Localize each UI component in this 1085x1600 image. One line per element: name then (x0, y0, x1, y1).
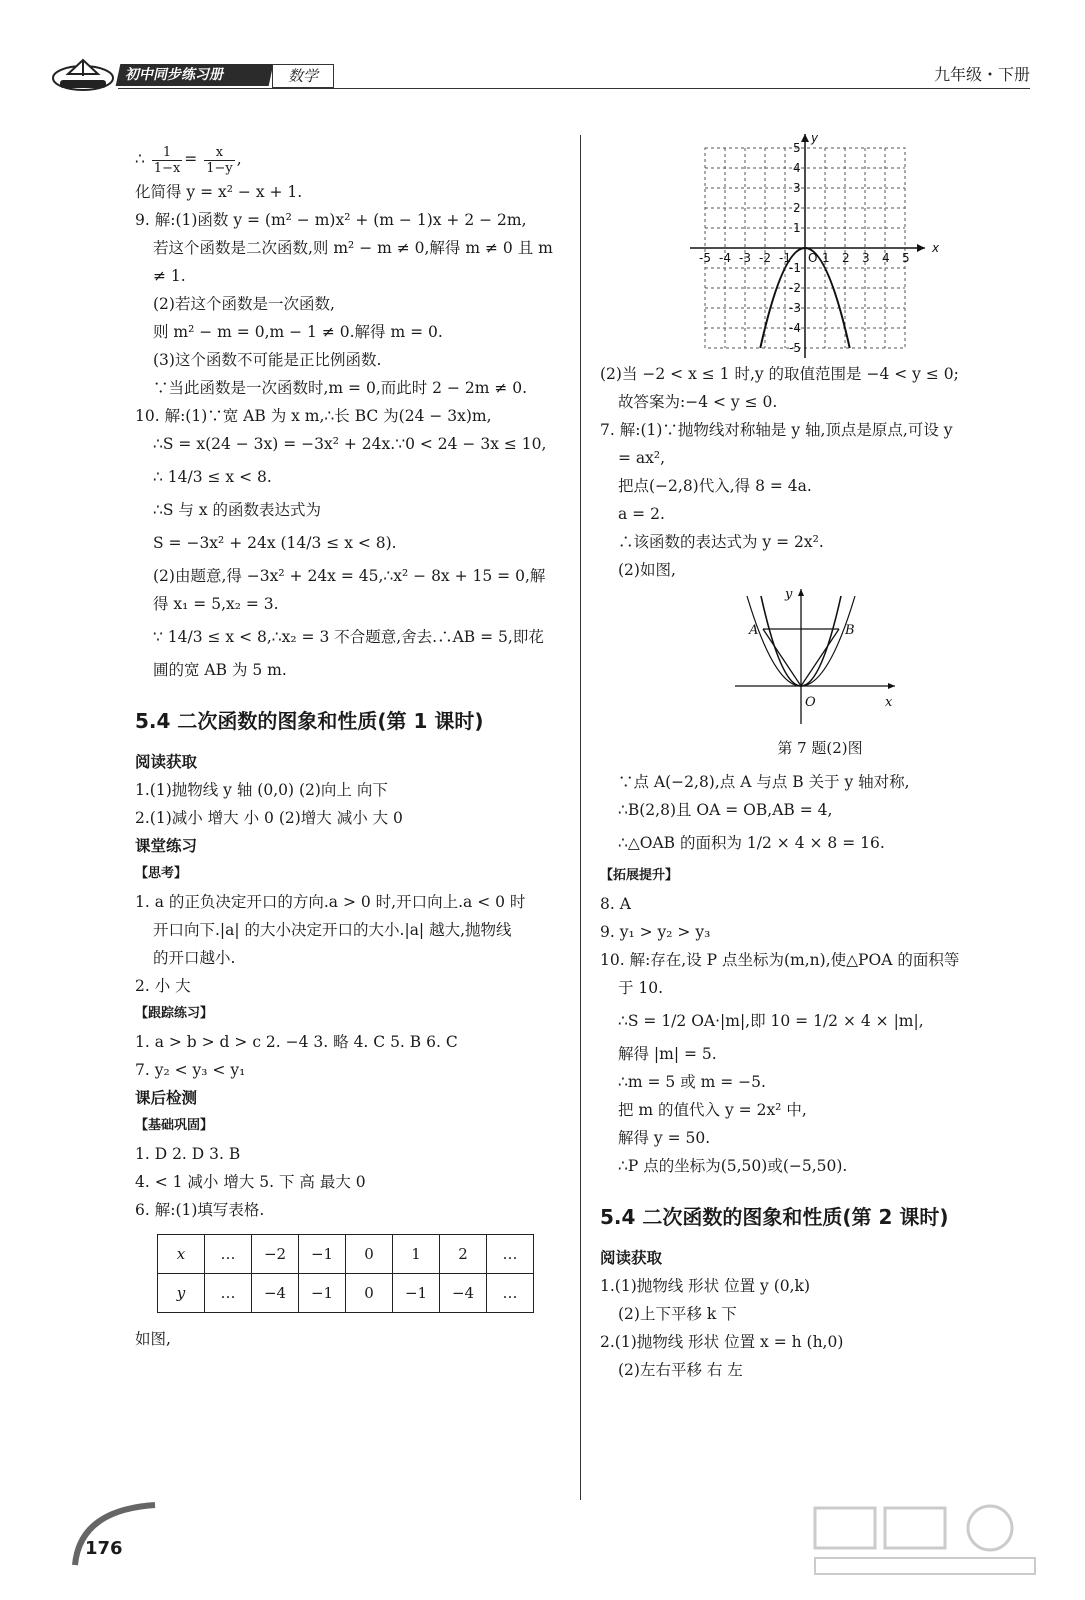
q9-line: (2)若这个函数是一次函数, (153, 295, 335, 313)
q9-line: (3)这个函数不可能是正比例函数. (153, 351, 382, 369)
q7-line: a = 2. (618, 505, 665, 523)
q6b-line: 故答案为:−4 < y ≤ 0. (618, 393, 778, 411)
y-axis-label: y (811, 131, 819, 145)
series-brand: 初中同步练习册 (116, 64, 274, 86)
q10-line: 圃的宽 AB 为 5 m. (153, 661, 287, 679)
x-tick-label: 5 (902, 251, 910, 265)
table-cell: 2 (440, 1235, 487, 1274)
track-tag: 【跟踪练习】 (135, 1006, 214, 1021)
x-axis-label: x (932, 241, 940, 255)
think-answer: 的开口越小. (153, 949, 236, 967)
q9-line: 则 m² − m = 0,m − 1 ≠ 0.解得 m = 0. (153, 323, 443, 341)
q9-line: 若这个函数是二次函数,则 m² − m ≠ 0,解得 m ≠ 0 且 m (153, 239, 553, 257)
x-tick-label: 2 (842, 251, 850, 265)
ext-line: 9. y₁ > y₂ > y₃ (600, 923, 711, 941)
think-answer: 2. 小 大 (135, 977, 191, 995)
think-tag: 【思考】 (135, 866, 188, 881)
q10-line: ∴ 14/3 ≤ x < 8. (153, 468, 272, 486)
after-class-heading: 课后检测 (135, 1089, 198, 1107)
table-cell: −1 (299, 1235, 346, 1274)
segment-ob (801, 629, 839, 686)
table-cell: 1 (393, 1235, 440, 1274)
ext-line: 解得 |m| = 5. (618, 1045, 717, 1063)
triangle-oab-graph (725, 584, 905, 734)
page-header (0, 0, 1085, 100)
q7b-line: ∴△OAB 的面积为 1/2 × 4 × 8 = 16. (618, 834, 885, 852)
section-title: 5.4 二次函数的图象和性质(第 1 课时) (135, 709, 484, 733)
x-axis-label: x (885, 695, 893, 710)
x-tick-label: -1 (779, 251, 791, 265)
reading-answer: 2.(1)减小 增大 小 0 (2)增大 减小 大 0 (135, 809, 403, 827)
q10-line: (2)由题意,得 −3x² + 24x = 45,∴x² − 8x + 15 = 0,解 (153, 567, 546, 585)
y-tick-label: -4 (789, 321, 801, 335)
table-cell: −4 (252, 1274, 299, 1313)
reading-answer: (2)左右平移 右 左 (618, 1361, 743, 1379)
ext-line: 把 m 的值代入 y = 2x² 中, (618, 1101, 807, 1119)
reading-answer: 2.(1)抛物线 形状 位置 x = h (h,0) (600, 1333, 844, 1351)
y-tick-label: 4 (793, 161, 801, 175)
ext-line: 于 10. (618, 979, 664, 997)
origin-label: O (808, 251, 818, 265)
q7-line: 7. 解:(1)∵抛物线对称轴是 y 轴,顶点是原点,可设 y (600, 421, 953, 439)
point-a-label: A (749, 623, 759, 638)
q6b-line: (2)当 −2 < x ≤ 1 时,y 的取值范围是 −4 < y ≤ 0; (600, 365, 959, 383)
x-tick-label: -3 (739, 251, 751, 265)
reading-heading: 阅读获取 (600, 1249, 663, 1267)
q7b-line: ∵点 A(−2,8),点 A 与点 B 关于 y 轴对称, (618, 773, 910, 791)
table-cell: y (158, 1274, 205, 1313)
grade-label: 九年级・下册 (933, 65, 1030, 84)
ext-line: ∴P 点的坐标为(5,50)或(−5,50). (618, 1157, 848, 1175)
value-table (157, 1234, 534, 1313)
ratio-equation: ∴ $\frac{1}{1-x}$ = $\frac{x}{1-y}$ , (135, 144, 242, 176)
y-tick-label: 3 (793, 181, 801, 195)
table-cell: −2 (252, 1235, 299, 1274)
q7-line: (2)如图, (618, 561, 676, 579)
book-logo-icon (48, 48, 118, 92)
table-cell: … (205, 1274, 252, 1313)
x-tick-label: 1 (822, 251, 830, 265)
extension-tag: 【拓展提升】 (600, 868, 679, 883)
q7b-line: ∴B(2,8)且 OA = OB,AB = 4, (618, 801, 833, 819)
q7-line: = ax², (618, 449, 666, 467)
y-tick-label: 2 (793, 201, 801, 215)
ext-line: ∴m = 5 或 m = −5. (618, 1073, 766, 1091)
think-answer: 1. a 的正负决定开口的方向.a > 0 时,开口向上.a < 0 时 (135, 893, 526, 911)
basic-answer: 6. 解:(1)填写表格. (135, 1201, 265, 1219)
table-cell: 0 (346, 1235, 393, 1274)
y-tick-label: -2 (789, 281, 801, 295)
left-column (135, 140, 565, 1353)
x-tick-label: 3 (862, 251, 870, 265)
class-practice-heading: 课堂练习 (135, 837, 198, 855)
table-row (158, 1274, 534, 1313)
y-tick-label: -3 (789, 301, 801, 315)
track-answer: 7. y₂ < y₃ < y₁ (135, 1061, 246, 1079)
think-answer: 开口向下.|a| 的大小决定开口的大小.|a| 越大,抛物线 (153, 921, 512, 939)
right-column (600, 131, 1040, 1384)
q7-line: 把点(−2,8)代入,得 8 = 4a. (618, 477, 812, 495)
table-cell: … (487, 1274, 534, 1313)
reading-heading: 阅读获取 (135, 753, 198, 771)
page-corner-arc-icon (70, 1500, 160, 1570)
y-tick-label: 5 (793, 141, 801, 155)
q10-line: ∴S 与 x 的函数表达式为 (153, 501, 322, 519)
table-cell: −1 (299, 1274, 346, 1313)
table-row (158, 1235, 534, 1274)
fraction: $\frac{1}{1-x}$ (153, 144, 181, 176)
x-tick-label: -2 (759, 251, 771, 265)
figure-caption: 第 7 题(2)图 (777, 739, 863, 757)
table-cell: … (487, 1235, 534, 1274)
page-number: 176 (85, 1538, 123, 1559)
watermark-icon (805, 1500, 1045, 1580)
y-tick-label: -1 (789, 261, 801, 275)
q7-line: ∴该函数的表达式为 y = 2x². (618, 533, 824, 551)
q10-line: ∵ 14/3 ≤ x < 8,∴x₂ = 3 不合题意,舍去.∴AB = 5,即花 (153, 628, 544, 646)
x-tick-label: 4 (882, 251, 890, 265)
table-cell: −1 (393, 1274, 440, 1313)
reading-answer: 1.(1)抛物线 y 轴 (0,0) (2)向上 向下 (135, 781, 388, 799)
q10-line: ∴S = x(24 − 3x) = −3x² + 24x.∵0 < 24 − 3x ≤ 10, (153, 435, 547, 453)
q10-line: 得 x₁ = 5,x₂ = 3. (153, 595, 279, 613)
point-b-label: B (845, 623, 855, 638)
fraction: $\frac{x}{1-y}$ (206, 144, 233, 176)
q10-line: S = −3x² + 24x (14/3 ≤ x < 8). (153, 534, 397, 552)
y-tick-label: -5 (789, 341, 801, 355)
x-tick-label: -4 (719, 251, 731, 265)
ext-line: 解得 y = 50. (618, 1129, 711, 1147)
q9-line: ≠ 1. (153, 267, 186, 285)
section-title: 5.4 二次函数的图象和性质(第 2 课时) (600, 1205, 949, 1229)
track-answer: 1. a > b > d > c 2. −4 3. 略 4. C 5. B 6. C (135, 1033, 458, 1051)
basic-answer: 4. < 1 减小 增大 5. 下 高 最大 0 (135, 1173, 366, 1191)
ext-line: 8. A (600, 895, 631, 913)
y-axis-label: y (785, 587, 793, 602)
subject-label: 数学 (272, 64, 334, 88)
ext-line: 10. 解:存在,设 P 点坐标为(m,n),使△POA 的面积等 (600, 951, 960, 969)
header-rule (118, 88, 1030, 89)
reading-answer: (2)上下平移 k 下 (618, 1305, 737, 1323)
origin-label: O (805, 695, 816, 710)
as-figure-line: 如图, (135, 1330, 171, 1348)
y-tick-label: 1 (793, 221, 801, 235)
x-tick-label: -5 (699, 251, 711, 265)
q10-line: 10. 解:(1)∵宽 AB 为 x m,∴长 BC 为(24 − 3x)m, (135, 407, 492, 425)
basic-answer: 1. D 2. D 3. B (135, 1145, 241, 1163)
simplify-line: 化简得 y = x² − x + 1. (135, 183, 303, 201)
q9-line: 9. 解:(1)函数 y = (m² − m)x² + (m − 1)x + 2 − 2m, (135, 211, 527, 229)
basic-tag: 【基础巩固】 (135, 1118, 214, 1133)
table-cell: … (205, 1235, 252, 1274)
reading-answer: 1.(1)抛物线 形状 位置 y (0,k) (600, 1277, 810, 1295)
table-cell: −4 (440, 1274, 487, 1313)
table-cell: 0 (346, 1274, 393, 1313)
ext-line: ∴S = 1/2 OA·|m|,即 10 = 1/2 × 4 × |m|, (618, 1012, 924, 1030)
q9-line: ∵当此函数是一次函数时,m = 0,而此时 2 − 2m ≠ 0. (153, 379, 528, 397)
segment-oa (763, 629, 801, 686)
column-divider (580, 135, 581, 1500)
table-cell: x (158, 1235, 205, 1274)
parabola-graph-grid (685, 130, 945, 360)
